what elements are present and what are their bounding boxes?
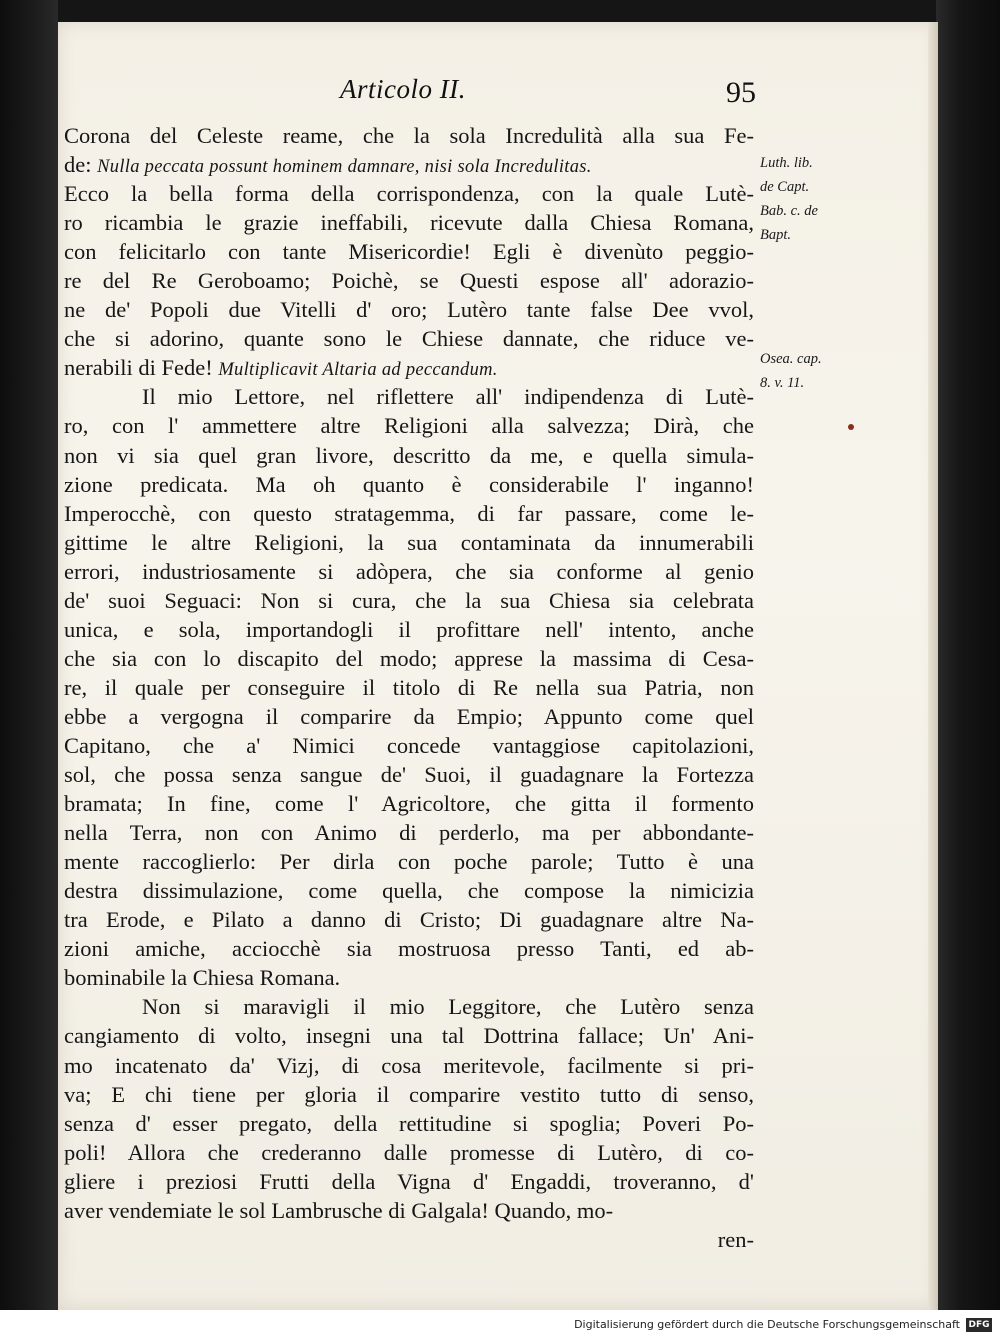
text-line [64, 411, 754, 440]
line-segment: re, il quale per conseguire il titolo di Re nella sua Patria, non [64, 674, 754, 700]
text-line [64, 295, 754, 324]
line-segment: gittime le altre Religioni, la sua contaminata da innumerabili [64, 529, 754, 555]
line-segment: Il mio Lettore, nel riflettere all' indipendenza di Lutè- [142, 384, 754, 410]
line-segment: senza d' esser pregato, della rettitudine si spoglia; Poveri Po- [64, 1110, 754, 1136]
margin-gap [760, 247, 850, 347]
line-segment: non vi sia quel gran livore, descritto da me, e quella simula- [64, 442, 754, 468]
line-segment: bominabile la Chiesa Romana. [64, 965, 341, 991]
line-segment: cangiamento di volto, insegni una tal Dottrina fallace; Un' Ani- [64, 1023, 754, 1049]
text-line [64, 615, 754, 644]
line-segment: de' suoi Seguaci: Non si cura, che la sua Chiesa sia celebrata [64, 587, 754, 613]
text-line [64, 179, 754, 208]
line-segment: nella Terra, non con Animo di perderlo, ma per abbondante- [64, 820, 754, 846]
line-segment: con felicitarlo con tante Misericordie! Egli è divenùto peggio- [64, 239, 754, 265]
text-line [64, 992, 754, 1021]
page-edge [928, 22, 938, 1310]
line-segment: Non si maravigli il mio Leggitore, che Lutèro senza [142, 994, 754, 1020]
margin-note-line: de Capt. [760, 179, 810, 195]
text-line [64, 1021, 754, 1050]
line-segment: zione predicata. Ma oh quanto è considerabile l' inganno! [64, 471, 754, 497]
line-segment: che si adorino, quante sono le Chiese dannate, che riduce ve- [64, 326, 754, 352]
text-line [64, 905, 754, 934]
text-line [64, 121, 754, 150]
text-line [64, 1167, 754, 1196]
line-segment: ebbe a vergogna il comparire da Empio; Appunto come quel [64, 703, 754, 729]
text-line [64, 731, 754, 760]
margin-note-line: Osea. cap. [760, 351, 822, 367]
latin-quotation: Multiplicavit Altaria ad peccandum. [218, 360, 498, 381]
line-segment: destra dissimulazione, come quella, che compose la nimicizia [64, 878, 754, 904]
margin-note-line: 8. v. 11. [760, 375, 805, 391]
text-line [64, 1138, 754, 1167]
running-head: Articolo II. [340, 74, 466, 104]
scan-left-border [0, 0, 58, 1310]
line-segment: Ecco la bella forma della corrispondenza, con la quale Lutè- [64, 181, 754, 207]
margin-note-line: Luth. lib. [760, 155, 813, 171]
text-line [64, 382, 754, 411]
text-line [64, 237, 754, 266]
line-segment: ro, con l' ammettere altre Religioni alla salvezza; Dirà, che [64, 413, 754, 439]
dfg-logo: DFG [966, 1318, 992, 1332]
line-segment: mo incatenato da' Vizj, di cosa meritevole, facilmente si pri- [64, 1052, 754, 1078]
body-text [64, 121, 754, 1254]
line-segment: ro ricambia le grazie ineffabili, ricevute dalla Chiesa Romana, [64, 210, 754, 236]
text-line [64, 1225, 754, 1254]
line-segment: tra Erode, e Pilato a danno di Cristo; Di guadagnare altre Na- [64, 907, 754, 933]
text-line [64, 673, 754, 702]
text-line [64, 1196, 754, 1225]
text-line [64, 934, 754, 963]
text-line [64, 557, 754, 586]
line-segment: bramata; In fine, come l' Agricoltore, che gitta il formento [64, 791, 754, 817]
text-line [64, 1080, 754, 1109]
line-segment: va; E chi tiene per gloria il comparire vestito tutto di senso, [64, 1081, 754, 1107]
line-segment: nerabili di Fede! [64, 355, 219, 381]
line-segment: aver vendemiate le sol Lambrusche di Galgala! Quando, mo- [64, 1197, 614, 1223]
line-segment: ren- [717, 1226, 754, 1252]
text-line [64, 353, 754, 382]
line-segment: errori, industriosamente si adòpera, che sia conforme al genio [64, 558, 754, 584]
text-line [64, 818, 754, 847]
ink-speck [848, 424, 854, 430]
text-line [64, 760, 754, 789]
text-line [64, 1051, 754, 1080]
text-line [64, 528, 754, 557]
margin-notes [760, 151, 850, 395]
text-line [64, 499, 754, 528]
line-segment: Capitano, che a' Nimici concede vantaggiose capitolazioni, [64, 732, 754, 758]
scan-top-border [0, 0, 1000, 22]
line-segment: sol, che possa senza sangue de' Suoi, il guadagnare la Fortezza [64, 762, 754, 788]
footer-credit: Digitalisierung gefördert durch die Deutsche Forschungsgemeinschaft [574, 1318, 960, 1331]
line-segment: unica, e sola, importandogli il profittare nell' intento, anche [64, 616, 754, 642]
text-line [64, 789, 754, 818]
text-line [64, 266, 754, 295]
line-segment: de: [64, 152, 98, 178]
margin-note-line: Bab. c. de [760, 203, 818, 219]
text-line [64, 644, 754, 673]
text-line [64, 847, 754, 876]
line-segment: Corona del Celeste reame, che la sola Incredulità alla sua Fe- [64, 123, 754, 148]
text-line [64, 963, 754, 992]
line-segment: re del Re Geroboamo; Poichè, se Questi espose all' adorazio- [64, 268, 754, 294]
line-segment: Imperocchè, con questo stratagemma, di far passare, come le- [64, 500, 754, 526]
line-segment: mente raccoglierlo: Per dirla con poche parole; Tutto è una [64, 849, 754, 875]
text-line [64, 441, 754, 470]
text-line [64, 324, 754, 353]
digitization-footer [0, 1310, 1000, 1340]
text-line [64, 150, 754, 179]
line-segment: gliere i preziosi Frutti della Vigna d' Engaddi, troveranno, d' [64, 1168, 754, 1194]
line-segment: poli! Allora che crederanno dalle promesse di Lutèro, di co- [64, 1139, 754, 1165]
text-line [64, 586, 754, 615]
text-line [64, 1109, 754, 1138]
scan-right-border [936, 0, 1000, 1310]
text-line [64, 876, 754, 905]
text-line [64, 208, 754, 237]
page-number: 95 [726, 76, 756, 109]
line-segment: zioni amiche, acciocchè sia mostruosa presso Tanti, ed ab- [64, 936, 754, 962]
text-line [64, 702, 754, 731]
line-segment: ne de' Popoli due Vitelli d' oro; Lutèro tante false Dee vvol, [64, 297, 754, 323]
line-segment: che sia con lo discapito del modo; apprese la massima di Cesa- [64, 645, 754, 671]
margin-note-line: Bapt. [760, 227, 792, 243]
text-line [64, 470, 754, 499]
latin-quotation: Nulla peccata possunt hominem damnare, nisi sola Incredulitas. [97, 157, 592, 178]
